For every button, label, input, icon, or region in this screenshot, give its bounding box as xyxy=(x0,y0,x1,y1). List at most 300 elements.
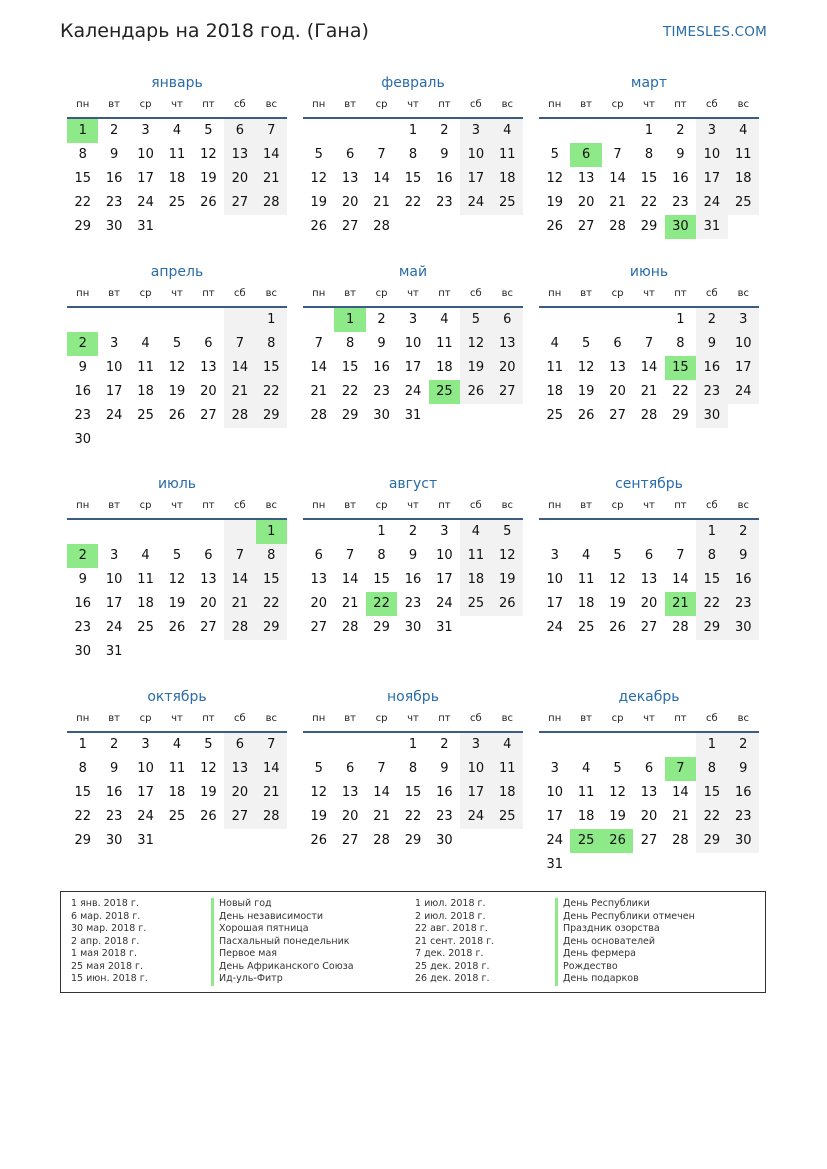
day-cell: 14 xyxy=(609,171,626,186)
weekday-label: сб xyxy=(470,99,482,110)
weekday-label: чт xyxy=(643,99,655,110)
weekday-label: сб xyxy=(706,713,718,724)
day-cell: 21 xyxy=(373,195,390,210)
weekday-header xyxy=(67,282,287,306)
day-cell: 17 xyxy=(137,171,154,186)
day-cell: 17 xyxy=(546,809,563,824)
day-cell: 11 xyxy=(460,544,491,568)
month-name: август xyxy=(388,476,438,492)
day-cell: 17 xyxy=(696,167,727,191)
weekday-label: ср xyxy=(375,288,388,299)
day-cell: 27 xyxy=(640,620,658,635)
day-cell: 5 xyxy=(550,147,559,162)
weekday-label: вт xyxy=(580,99,592,110)
day-cell: 21 xyxy=(310,384,327,399)
holiday-day-cell: 21 xyxy=(665,592,696,616)
day-cell: 13 xyxy=(341,785,359,800)
day-cell: 12 xyxy=(609,572,626,587)
day-cell: 11 xyxy=(168,147,186,162)
weekday-header xyxy=(539,93,759,117)
day-cell: 30 xyxy=(373,408,390,423)
day-cell: 16 xyxy=(696,356,727,380)
day-cell: 9 xyxy=(377,336,386,351)
day-cell: 4 xyxy=(440,312,449,327)
day-cell: 24 xyxy=(460,191,491,215)
day-cell: 4 xyxy=(141,548,150,563)
weekday-header xyxy=(67,93,287,117)
day-cell: 11 xyxy=(492,757,523,781)
day-cell: 18 xyxy=(436,360,453,375)
day-cell: 16 xyxy=(728,568,759,592)
month-block xyxy=(303,687,523,877)
day-cell: 30 xyxy=(728,616,759,640)
holiday-day-cell: 25 xyxy=(570,829,601,853)
month-block xyxy=(303,474,523,664)
day-cell: 7 xyxy=(345,548,355,563)
day-cell: 2 xyxy=(440,123,449,138)
days-grid xyxy=(539,733,759,877)
day-cell: 3 xyxy=(550,548,559,563)
day-cell: 11 xyxy=(168,761,186,776)
day-cell: 3 xyxy=(408,312,418,327)
day-cell: 14 xyxy=(373,171,390,186)
day-cell: 27 xyxy=(640,833,658,848)
weekday-label: пт xyxy=(438,713,451,724)
day-cell: 11 xyxy=(492,143,523,167)
day-cell: 28 xyxy=(373,833,390,848)
day-cell: 14 xyxy=(373,785,390,800)
day-cell: 25 xyxy=(137,620,154,635)
day-cell: 26 xyxy=(310,219,327,234)
day-cell: 7 xyxy=(224,332,255,356)
weekday-label: вс xyxy=(501,99,513,110)
days-grid xyxy=(67,733,287,877)
day-cell: 22 xyxy=(696,592,727,616)
day-cell: 9 xyxy=(109,147,119,162)
day-cell: 2 xyxy=(676,123,685,138)
day-cell: 16 xyxy=(436,171,453,186)
holiday-day-cell: 7 xyxy=(665,757,696,781)
day-cell: 31 xyxy=(546,857,563,872)
empty-weekend-cell xyxy=(224,308,255,332)
weekday-label: пт xyxy=(438,500,451,511)
day-cell: 10 xyxy=(105,572,123,587)
legend-holiday-name: Новый год xyxy=(211,898,354,911)
day-cell: 2 xyxy=(696,308,727,332)
days-grid xyxy=(67,119,287,263)
day-cell: 12 xyxy=(460,332,491,356)
day-cell: 30 xyxy=(696,404,727,428)
weekday-label: чт xyxy=(643,500,655,511)
weekday-label: чт xyxy=(171,99,183,110)
day-cell: 29 xyxy=(74,219,91,234)
weekday-label: пн xyxy=(312,713,326,724)
weekday-label: пт xyxy=(202,500,215,511)
day-cell: 7 xyxy=(224,544,255,568)
day-cell: 22 xyxy=(341,384,359,399)
day-cell: 21 xyxy=(224,592,255,616)
day-cell: 15 xyxy=(404,785,422,800)
day-cell: 7 xyxy=(314,336,323,351)
day-cell: 23 xyxy=(105,195,123,210)
holiday-day-cell: 2 xyxy=(67,332,98,356)
day-cell: 18 xyxy=(137,384,154,399)
day-cell: 6 xyxy=(314,548,323,563)
legend-right-names xyxy=(555,898,695,986)
day-cell: 7 xyxy=(644,336,654,351)
weekday-header xyxy=(539,707,759,731)
legend-holiday-date: 15 июн. 2018 г. xyxy=(71,973,148,984)
day-cell: 22 xyxy=(404,195,422,210)
day-cell: 20 xyxy=(492,356,523,380)
day-cell: 8 xyxy=(696,757,727,781)
day-cell: 22 xyxy=(74,809,91,824)
day-cell: 18 xyxy=(492,781,523,805)
day-cell: 26 xyxy=(546,219,563,234)
days-grid xyxy=(67,308,287,452)
weekday-label: пн xyxy=(76,713,90,724)
month-name: октябрь xyxy=(147,689,207,705)
day-cell: 30 xyxy=(74,432,91,447)
day-cell: 13 xyxy=(341,171,359,186)
weekday-label: ср xyxy=(139,713,152,724)
day-cell: 13 xyxy=(224,757,255,781)
days-grid xyxy=(303,733,523,877)
day-cell: 17 xyxy=(436,572,453,587)
day-cell: 8 xyxy=(676,336,685,351)
day-cell: 24 xyxy=(105,408,123,423)
day-cell: 31 xyxy=(137,833,154,848)
day-cell: 18 xyxy=(168,785,186,800)
day-cell: 11 xyxy=(546,360,563,375)
day-cell: 17 xyxy=(460,167,491,191)
month-name: июнь xyxy=(629,264,669,280)
day-cell: 5 xyxy=(460,308,491,332)
day-cell: 7 xyxy=(256,119,287,143)
day-cell: 3 xyxy=(728,308,759,332)
day-cell: 22 xyxy=(74,195,91,210)
day-cell: 6 xyxy=(613,336,622,351)
day-cell: 28 xyxy=(672,620,689,635)
day-cell: 16 xyxy=(672,171,689,186)
legend-holiday-name: День Африканского Союза xyxy=(211,961,354,974)
day-cell: 12 xyxy=(577,360,595,375)
day-cell: 27 xyxy=(577,219,595,234)
day-cell: 3 xyxy=(460,733,491,757)
day-cell: 13 xyxy=(310,572,327,587)
weekday-label: чт xyxy=(643,288,655,299)
weekday-label: ср xyxy=(139,500,152,511)
day-cell: 11 xyxy=(577,785,595,800)
day-cell: 19 xyxy=(609,809,626,824)
day-cell: 24 xyxy=(137,809,154,824)
day-cell: 27 xyxy=(200,408,217,423)
day-cell: 23 xyxy=(696,380,727,404)
legend-holiday-name: Пасхальный понедельник xyxy=(211,936,354,949)
legend-holiday-name: Хорошая пятница xyxy=(211,923,354,936)
day-cell: 2 xyxy=(109,737,119,752)
day-cell: 9 xyxy=(728,757,759,781)
day-cell: 6 xyxy=(644,548,654,563)
weekday-label: вс xyxy=(265,713,277,724)
day-cell: 26 xyxy=(609,620,626,635)
month-block xyxy=(539,687,759,877)
day-cell: 24 xyxy=(436,596,453,611)
day-cell: 9 xyxy=(78,572,87,587)
day-cell: 15 xyxy=(696,568,727,592)
days-grid xyxy=(303,119,523,263)
day-cell: 20 xyxy=(640,596,658,611)
day-cell: 13 xyxy=(224,143,255,167)
weekday-label: ср xyxy=(139,288,152,299)
day-cell: 7 xyxy=(676,548,685,563)
weekday-label: вс xyxy=(737,288,749,299)
weekday-label: сб xyxy=(234,713,246,724)
day-cell: 23 xyxy=(436,809,453,824)
weekday-label: вс xyxy=(737,99,749,110)
day-cell: 18 xyxy=(460,568,491,592)
day-cell: 3 xyxy=(109,548,119,563)
day-cell: 6 xyxy=(345,147,355,162)
holiday-day-cell: 15 xyxy=(665,356,696,380)
legend-holiday-date: 25 дек. 2018 г. xyxy=(415,960,490,972)
day-cell: 27 xyxy=(224,191,255,215)
weekday-label: вт xyxy=(108,713,120,724)
day-cell: 19 xyxy=(460,356,491,380)
day-cell: 31 xyxy=(696,215,727,239)
day-cell: 25 xyxy=(577,620,595,635)
day-cell: 12 xyxy=(310,171,327,186)
day-cell: 4 xyxy=(172,123,182,138)
day-cell: 27 xyxy=(341,219,359,234)
page-title: Календарь на 2018 год. (Гана) xyxy=(60,20,369,42)
day-cell: 28 xyxy=(341,620,359,635)
day-cell: 4 xyxy=(728,119,759,143)
day-cell: 15 xyxy=(640,171,658,186)
day-cell: 23 xyxy=(105,809,123,824)
day-cell: 20 xyxy=(200,384,217,399)
day-cell: 9 xyxy=(78,360,87,375)
day-cell: 26 xyxy=(577,408,595,423)
day-cell: 10 xyxy=(137,147,154,162)
day-cell: 3 xyxy=(460,119,491,143)
day-cell: 26 xyxy=(168,408,186,423)
day-cell: 19 xyxy=(200,785,217,800)
day-cell: 6 xyxy=(644,761,654,776)
day-cell: 27 xyxy=(200,620,217,635)
day-cell: 5 xyxy=(613,548,622,563)
day-cell: 15 xyxy=(696,781,727,805)
legend-holiday-name: Праздник озорства xyxy=(555,923,695,936)
month-block xyxy=(539,73,759,263)
day-cell: 15 xyxy=(341,360,359,375)
weekday-label: вт xyxy=(108,500,120,511)
day-cell: 3 xyxy=(440,524,449,539)
day-cell: 29 xyxy=(256,404,287,428)
weekday-label: ср xyxy=(611,500,624,511)
day-cell: 11 xyxy=(728,143,759,167)
month-block xyxy=(67,73,287,263)
day-cell: 18 xyxy=(577,809,595,824)
weekday-label: пт xyxy=(674,99,687,110)
day-cell: 29 xyxy=(404,833,422,848)
legend-holiday-name: День фермера xyxy=(555,948,695,961)
day-cell: 28 xyxy=(640,408,658,423)
day-cell: 20 xyxy=(200,596,217,611)
day-cell: 24 xyxy=(728,380,759,404)
day-cell: 20 xyxy=(640,809,658,824)
day-cell: 30 xyxy=(404,620,422,635)
day-cell: 29 xyxy=(640,219,658,234)
day-cell: 8 xyxy=(377,548,386,563)
legend-holiday-date: 25 мая 2018 г. xyxy=(71,960,144,972)
day-cell: 8 xyxy=(408,761,418,776)
day-cell: 1 xyxy=(676,312,685,327)
day-cell: 18 xyxy=(546,384,563,399)
holiday-day-cell: 1 xyxy=(67,119,98,143)
day-cell: 2 xyxy=(377,312,386,327)
day-cell: 11 xyxy=(137,572,154,587)
day-cell: 31 xyxy=(137,219,154,234)
day-cell: 8 xyxy=(408,147,418,162)
weekday-label: сб xyxy=(234,288,246,299)
weekday-label: сб xyxy=(706,500,718,511)
day-cell: 29 xyxy=(373,620,390,635)
day-cell: 19 xyxy=(546,195,563,210)
day-cell: 23 xyxy=(728,592,759,616)
day-cell: 22 xyxy=(256,380,287,404)
weekday-label: пн xyxy=(548,713,562,724)
day-cell: 25 xyxy=(728,191,759,215)
day-cell: 31 xyxy=(404,408,422,423)
day-cell: 3 xyxy=(109,336,119,351)
day-cell: 24 xyxy=(546,833,563,848)
month-name: январь xyxy=(151,75,203,91)
weekday-label: вт xyxy=(580,500,592,511)
day-cell: 2 xyxy=(408,524,418,539)
day-cell: 29 xyxy=(256,616,287,640)
holiday-day-cell: 26 xyxy=(602,829,633,853)
weekday-label: пн xyxy=(548,99,562,110)
day-cell: 3 xyxy=(696,119,727,143)
day-cell: 9 xyxy=(408,548,418,563)
day-cell: 28 xyxy=(672,833,689,848)
legend-holiday-date: 1 мая 2018 г. xyxy=(71,948,137,959)
day-cell: 10 xyxy=(105,360,123,375)
day-cell: 13 xyxy=(609,360,626,375)
holiday-day-cell: 30 xyxy=(665,215,696,239)
day-cell: 2 xyxy=(109,123,119,138)
day-cell: 5 xyxy=(204,123,213,138)
day-cell: 30 xyxy=(436,833,453,848)
month-name: май xyxy=(398,264,428,280)
day-cell: 9 xyxy=(696,332,727,356)
day-cell: 5 xyxy=(613,761,622,776)
day-cell: 24 xyxy=(460,805,491,829)
weekday-label: пн xyxy=(312,500,326,511)
day-cell: 13 xyxy=(200,360,217,375)
weekday-label: пт xyxy=(674,288,687,299)
day-cell: 13 xyxy=(640,572,658,587)
legend-holiday-date: 22 авг. 2018 г. xyxy=(415,923,488,934)
weekday-label: сб xyxy=(706,288,718,299)
day-cell: 17 xyxy=(105,596,123,611)
day-cell: 2 xyxy=(728,733,759,757)
day-cell: 17 xyxy=(728,356,759,380)
day-cell: 11 xyxy=(577,572,595,587)
day-cell: 25 xyxy=(460,592,491,616)
legend-holiday-date: 30 мар. 2018 г. xyxy=(71,923,147,934)
day-cell: 5 xyxy=(314,147,323,162)
holiday-day-cell: 1 xyxy=(256,520,287,544)
weekday-label: ср xyxy=(375,713,388,724)
day-cell: 1 xyxy=(377,524,386,539)
day-cell: 31 xyxy=(105,644,123,659)
weekday-header xyxy=(539,494,759,518)
legend-holiday-date: 21 сент. 2018 г. xyxy=(415,935,495,947)
weekday-label: пн xyxy=(312,99,326,110)
weekday-label: ср xyxy=(139,99,152,110)
legend-holiday-date: 1 янв. 2018 г. xyxy=(71,898,139,909)
day-cell: 16 xyxy=(74,384,91,399)
day-cell: 31 xyxy=(436,620,453,635)
day-cell: 10 xyxy=(728,332,759,356)
day-cell: 5 xyxy=(492,520,523,544)
day-cell: 4 xyxy=(492,119,523,143)
day-cell: 21 xyxy=(373,809,390,824)
weekday-label: пн xyxy=(76,500,90,511)
legend-holiday-date: 6 мар. 2018 г. xyxy=(71,910,141,922)
holiday-day-cell: 6 xyxy=(570,143,601,167)
legend-holiday-name: Первое мая xyxy=(211,948,354,961)
weekday-label: ср xyxy=(375,99,388,110)
day-cell: 4 xyxy=(460,520,491,544)
day-cell: 17 xyxy=(546,596,563,611)
weekday-label: сб xyxy=(470,500,482,511)
day-cell: 19 xyxy=(609,596,626,611)
day-cell: 28 xyxy=(310,408,327,423)
weekday-header xyxy=(303,494,523,518)
day-cell: 21 xyxy=(256,781,287,805)
day-cell: 16 xyxy=(105,785,123,800)
day-cell: 6 xyxy=(492,308,523,332)
day-cell: 22 xyxy=(696,805,727,829)
day-cell: 12 xyxy=(546,171,563,186)
legend-left-names xyxy=(211,898,354,986)
day-cell: 22 xyxy=(672,384,689,399)
day-cell: 27 xyxy=(224,805,255,829)
day-cell: 15 xyxy=(256,356,287,380)
weekday-label: чт xyxy=(171,288,183,299)
legend-holiday-name: День независимости xyxy=(211,911,354,924)
day-cell: 19 xyxy=(200,171,217,186)
day-cell: 30 xyxy=(74,644,91,659)
day-cell: 4 xyxy=(550,336,559,351)
day-cell: 5 xyxy=(581,336,591,351)
weekday-header xyxy=(67,707,287,731)
day-cell: 17 xyxy=(137,785,154,800)
day-cell: 19 xyxy=(310,809,327,824)
month-block xyxy=(539,262,759,452)
weekday-label: вт xyxy=(580,713,592,724)
brand-link[interactable]: TIMESLES.COM xyxy=(663,24,767,40)
holiday-day-cell: 1 xyxy=(334,308,365,332)
day-cell: 5 xyxy=(314,761,323,776)
day-cell: 3 xyxy=(141,737,150,752)
day-cell: 17 xyxy=(404,360,422,375)
day-cell: 12 xyxy=(310,785,327,800)
day-cell: 26 xyxy=(168,620,186,635)
